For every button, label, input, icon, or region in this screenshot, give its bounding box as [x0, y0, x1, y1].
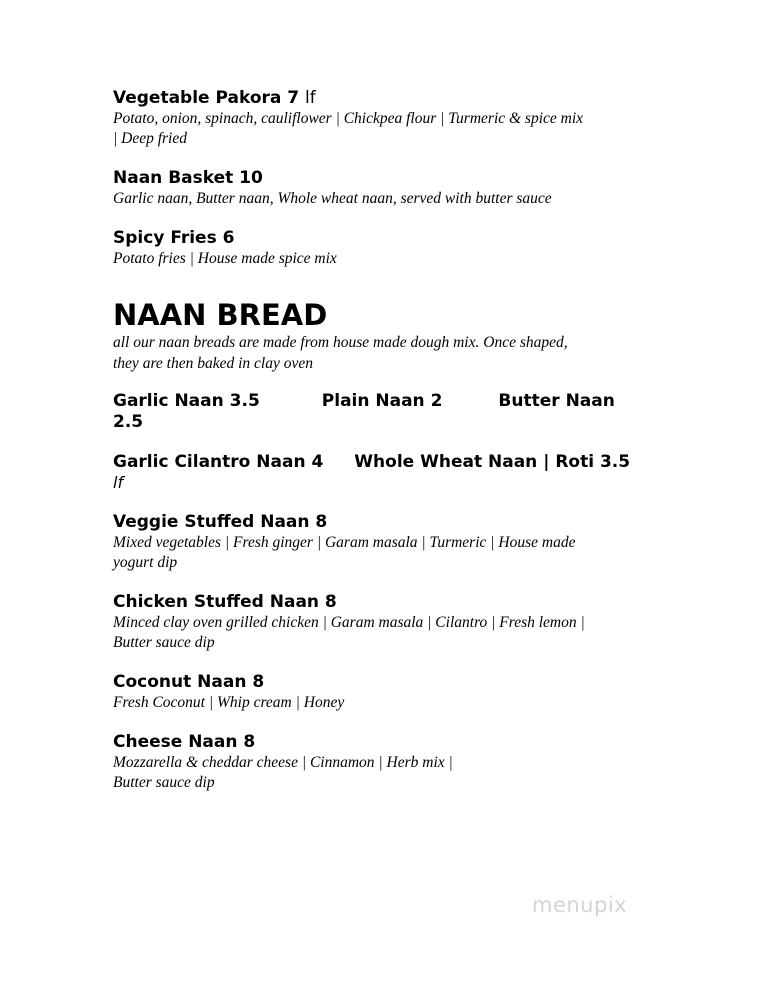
item-description: Butter sauce dip — [113, 774, 215, 791]
menu-item-veggie-stuffed-naan — [113, 512, 673, 573]
item-description: Potato, onion, spinach, cauliflower | Chickpea flour | Turmeric & spice mix — [113, 110, 584, 127]
item-garlic-naan: Garlic Naan 3.5 — [113, 391, 260, 411]
item-butter-naan: Butter Naan — [498, 391, 615, 411]
item-tag: lf — [305, 88, 316, 108]
menu-item-naan-basket — [113, 168, 673, 209]
item-tag: lf — [113, 473, 124, 492]
item-description: Fresh Coconut | Whip cream | Honey — [113, 694, 345, 711]
item-description: Minced clay oven grilled chicken | Garam masala | Cilantro | Fresh lemon | — [113, 614, 585, 631]
menu-item-spicy-fries — [113, 228, 673, 269]
item-description: Potato fries | House made spice mix — [113, 250, 337, 267]
menupix-watermark: menupix — [532, 893, 628, 917]
menu-item-vegetable-pakora — [113, 88, 673, 149]
section-intro-line: all our naan breads are made from house made dough mix. Once shaped, — [113, 334, 568, 351]
item-butter-naan-price: 2.5 — [113, 412, 144, 432]
item-description: Mixed vegetables | Fresh ginger | Garam masala | Turmeric | House made — [113, 534, 576, 551]
item-description: Mozzarella & cheddar cheese | Cinnamon | Herb mix | — [113, 754, 453, 771]
menu-item-cheese-naan — [113, 732, 673, 793]
item-garlic-cilantro-naan: Garlic Cilantro Naan 4 — [113, 452, 324, 472]
item-description: yogurt dip — [113, 554, 178, 571]
item-description: Garlic naan, Butter naan, Whole wheat naan, served with butter sauce — [113, 190, 552, 207]
item-name: Cheese Naan 8 — [113, 732, 256, 752]
menu-item-coconut-naan — [113, 672, 673, 713]
item-name: Chicken Stuffed Naan 8 — [113, 592, 337, 612]
item-name: Veggie Stuffed Naan 8 — [113, 512, 328, 532]
section-title: NAAN BREAD — [113, 298, 328, 332]
item-description: | Deep fried — [113, 130, 187, 147]
item-description: Butter sauce dip — [113, 634, 215, 651]
item-whole-wheat-naan: Whole Wheat Naan | Roti 3.5 — [354, 452, 631, 472]
section-intro — [113, 332, 643, 374]
item-name: Spicy Fries 6 — [113, 228, 235, 248]
item-name: Naan Basket 10 — [113, 168, 263, 188]
naan-row-1 — [113, 391, 673, 433]
menu-page — [113, 88, 673, 812]
item-name: Vegetable Pakora 7 — [113, 88, 300, 108]
section-intro-line: they are then baked in clay oven — [113, 355, 313, 372]
menu-item-chicken-stuffed-naan — [113, 592, 673, 653]
item-plain-naan: Plain Naan 2 — [321, 391, 443, 411]
item-name: Coconut Naan 8 — [113, 672, 265, 692]
naan-row-2 — [113, 452, 673, 493]
